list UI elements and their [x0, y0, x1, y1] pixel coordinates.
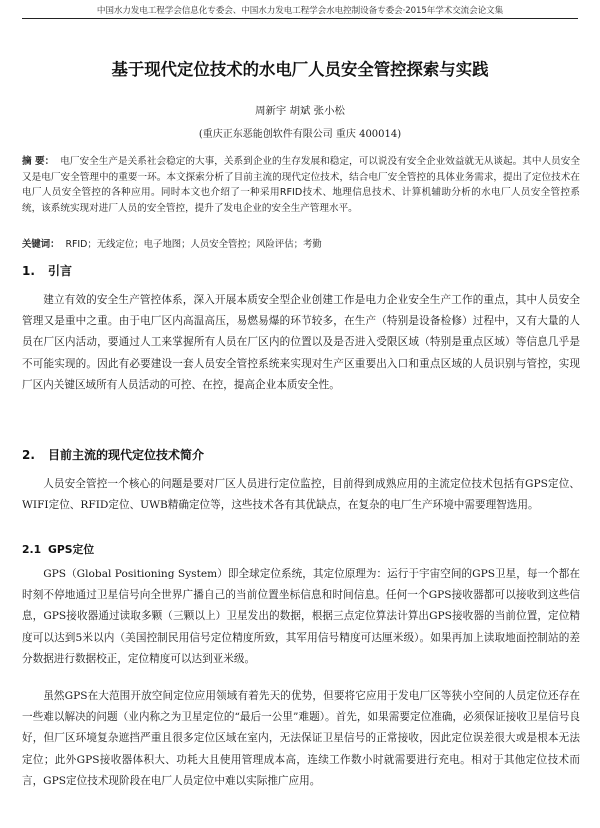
paper-title: 基于现代定位技术的水电厂人员安全管控探索与实践: [111, 60, 489, 79]
keywords-label: 关键词：: [22, 239, 60, 250]
subsection-heading-2-1: [22, 542, 94, 557]
section-2-1-paragraph-2: 虽然GPS在大范围开放空间定位应用领域有着先天的优势，但要将它应用于发电厂区等狭小空间的人员定位还存在一些难以解决的问题（业内称之为卫星定位的“最后一公里”难题）。首先，如果需要定位准确，必须保证接收卫星信号良好，但厂区环境复杂遮挡严重且很多定位区域在室内，无法保证卫星信号的正常接收，因此定位误差很大或是根本无法定位；此外GPS接收器体积大、功耗大且使用管理成本高，连续工作数小时就需要进行充电。相对于其他定位技术而言，GPS定位技术现阶段在电厂人员定位中难以实际推广应用。: [22, 690, 580, 787]
running-header: 中国水力发电工程学会信息化专委会、中国水力发电工程学会水电控制设备专委会·2015年学术交流会论文集: [96, 6, 504, 16]
section-2-1-paragraph-1: GPS（Global Positioning System）即全球定位系统，其定位原理为：运行于宇宙空间的GPS卫星，每一个都在时刻不停地通过卫星信号向全世界广播自己的当前位置坐标信息和时间信息。任何一个GPS接收器都可以接收到这些信息，GPS接收器通过读取多颗（三颗以上）卫星发出的数据，根据三点定位算法计算出GPS接收器的当前位置，定位精度可以达到5米以内（美国控制民用信号定位精度所致，其军用信号精度可达厘米级）。如果再加上读取地面控制站的差分数据进行数据校正，定位精度可以达到亚米级。: [22, 568, 580, 665]
paper-authors: 周新宇 胡斌 张小松: [255, 105, 345, 117]
section-number: 2.: [22, 448, 35, 462]
section-2-paragraph: 人员安全管控一个核心的问题是要对厂区人员进行定位监控，目前得到成熟应用的主流定位技术包括有GPS定位、WIFI定位、RFID定位、UWB精确定位等，这些技术各有其优缺点，在复杂的电厂生产环境中需要理智选用。: [22, 478, 580, 512]
subsection-title: GPS定位: [48, 543, 95, 556]
subsection-number: 2.1: [22, 543, 42, 556]
section-title: 引言: [48, 264, 73, 278]
paper-affiliation: (重庆正东恶能创软件有限公司 重庆 400014): [198, 129, 402, 140]
section-heading-1: [22, 262, 72, 279]
section-title: 目前主流的现代定位技术简介: [48, 448, 205, 462]
abstract-text: 电厂安全生产是关系社会稳定的大事，关系到企业的生存发展和稳定，可以说没有安全企业效益就无从谈起。其中人员安全又是电厂安全管理中的重要一环。本文探索分析了目前主流的现代定位技术，结合电厂安全管控的具体业务需求，提出了定位技术在电厂人员安全管控的各种应用。同时本文也介绍了一种采用RFID技术、地理信息技术、计算机辅助分析的水电厂人员安全管控系统，该系统实现对进厂人员的安全管控，提升了发电企业的安全生产管理水平。: [22, 156, 580, 214]
section-1-paragraph: 建立有效的安全生产管控体系，深入开展本质安全型企业创建工作是电力企业安全生产工作的重点，其中人员安全管理又是重中之重。由于电厂区内高温高压，易燃易爆的环节较多，在生产（特别是设备检修）过程中，又有大量的人员在厂区内活动，要通过人工来掌握所有人员在厂区内的位置以及是否进入受限区域（特别是重点区域）等信息几乎是不可能实现的。因此有必要建设一套人员安全管控系统来实现对生产区重要出入口和重点区域的人员识别与管控，实现厂区内关键区域所有人员活动的可控、在控，提高企业本质安全性。: [22, 294, 580, 391]
keywords-text: RFID；无线定位；电子地图；人员安全管控；风险评估；考勤: [65, 239, 322, 250]
header-rule: [22, 18, 578, 19]
section-heading-2: [22, 446, 204, 463]
abstract: [22, 154, 580, 216]
section-number: 1.: [22, 264, 35, 278]
abstract-label: 摘 要：: [22, 156, 55, 167]
keywords: [22, 236, 580, 250]
